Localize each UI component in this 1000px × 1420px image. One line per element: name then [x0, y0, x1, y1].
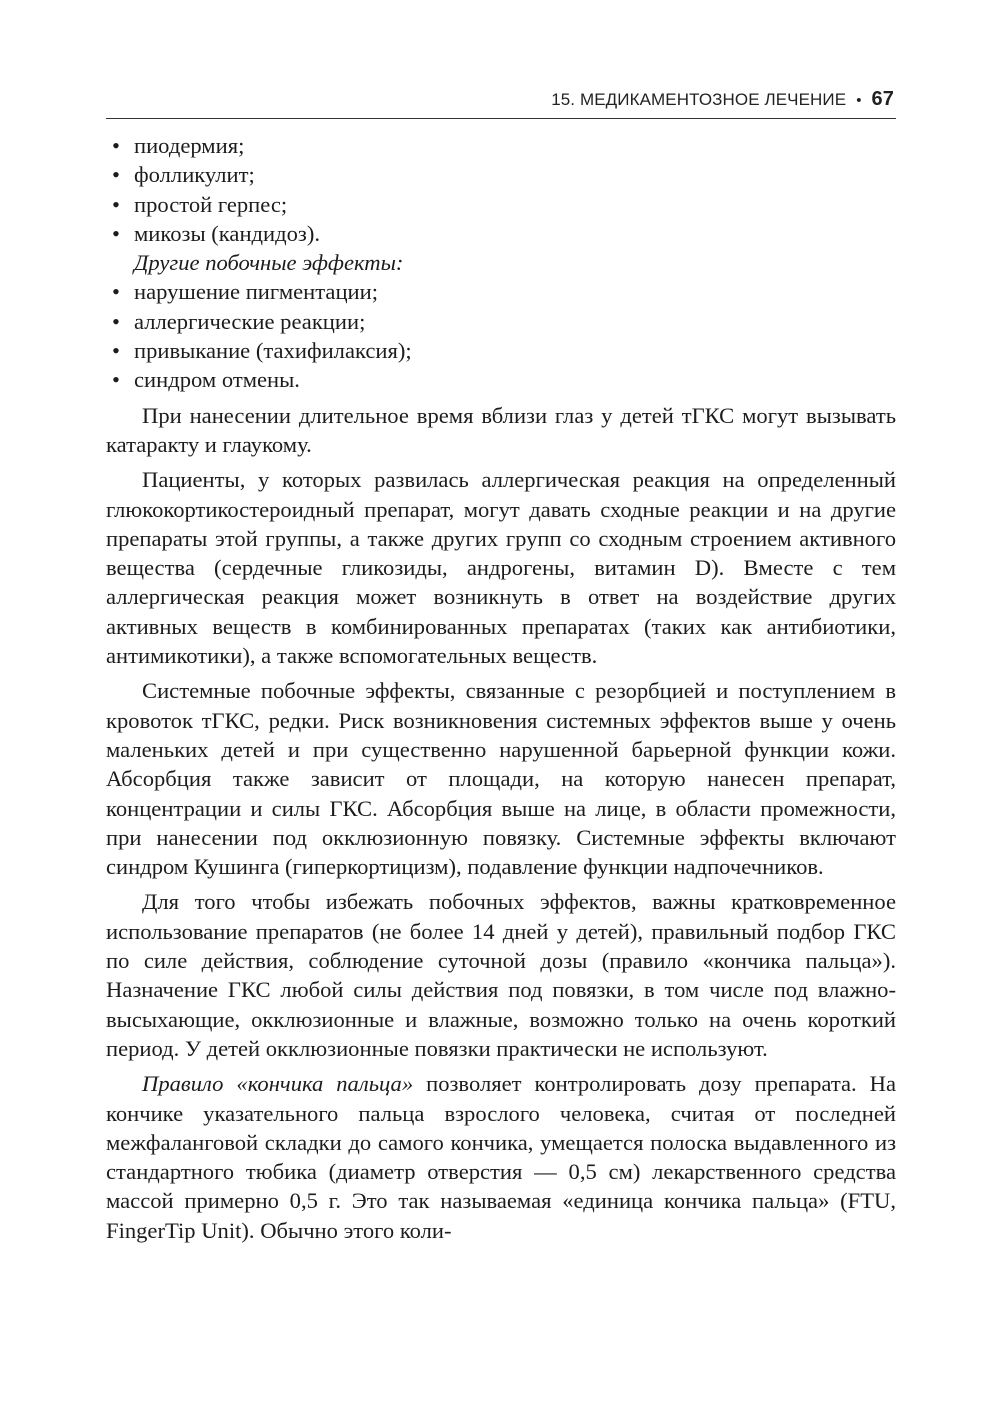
fingertip-rule-term: Правило «кончика пальца»: [142, 1071, 414, 1097]
page-body: [106, 131, 896, 1245]
list-item: • фолликулит;: [106, 160, 896, 189]
chapter-title: 15. МЕДИКАМЕНТОЗНОЕ ЛЕЧЕНИЕ: [551, 90, 847, 109]
header-separator: •: [856, 92, 862, 109]
list-item: • синдром отмены.: [106, 365, 896, 394]
list-item: • микозы (кандидоз).: [106, 219, 896, 248]
header-rule: [106, 118, 896, 119]
list-item: • простой герпес;: [106, 190, 896, 219]
other-effects-heading: Другие побочные эффекты:: [134, 250, 404, 276]
paragraph-fingertip-rule: [106, 1069, 896, 1245]
fingertip-rule-text: позволяет контролировать дозу препарата. На кончике указательного пальца взрослого человека, считая от последней межфаланговой складки до самого кончика, умещается полоска выдавленного из стандартного тюбика (диаметр отверстия — 0,5 см) лекарственного средства массой примерно 0,5 г. Это так называемая «единица кончика пальца» (FTU, FingerTip Unit). Обычно этого коли-: [106, 1071, 896, 1243]
list-item: • привыкание (тахифилаксия);: [106, 336, 896, 365]
running-header: [106, 88, 896, 116]
list-item: • нарушение пигментации;: [106, 277, 896, 306]
paragraph-eye-effects: При нанесении длительное время вблизи глаз у детей тГКС могут вызывать катаракту и глаукому.: [106, 402, 896, 457]
paragraph-allergy: Пациенты, у которых развилась аллергическая реакция на определенный глюкокортикостероидный препарат, могут давать сходные реакции и на другие препараты этой группы, а также других групп со сходным строением активного вещества (сердечные гликозиды, андрогены, витамин D). Вместе с тем аллергическая реакция может возникнуть в ответ на воздействие других активных веществ в комбинированных препаратах (таких как антибиотики, антимикотики), а также вспомогательных веществ.: [106, 467, 896, 669]
infections-list: [106, 131, 896, 248]
list-item: • пиодермия;: [106, 131, 896, 160]
paragraph-systemic-effects: Системные побочные эффекты, связанные с резорбцией и поступлением в кровоток тГКС, редки. Риск возникновения системных эффектов выше у очень маленьких детей и при существенно нарушенной барьерной функции кожи. Абсорбция также зависит от площади, на которую нанесен препарат, концентрации и силы ГКС. Абсорбция выше на лице, в области промежности, при нанесении под окклюзионную повязку. Системные эффекты включают синдром Кушинга (гиперкортицизм), подавление функции надпочечников.: [106, 678, 896, 880]
paragraph-avoid-side-effects: Для того чтобы избежать побочных эффектов, важны кратковременное использование препаратов (не более 14 дней у детей), правильный подбор ГКС по силе действия, соблюдение суточной дозы (правило «кончика пальца»). Назначение ГКС любой силы действия под повязки, в том числе под влажно-высыхающие, окклюзионные и влажные, возможно только на очень короткий период. У детей окклюзионные повязки практически не используют.: [106, 889, 896, 1061]
page-number: 67: [871, 88, 894, 110]
other-effects-list: [106, 277, 896, 394]
book-page: [106, 88, 896, 1245]
list-item: • аллергические реакции;: [106, 307, 896, 336]
